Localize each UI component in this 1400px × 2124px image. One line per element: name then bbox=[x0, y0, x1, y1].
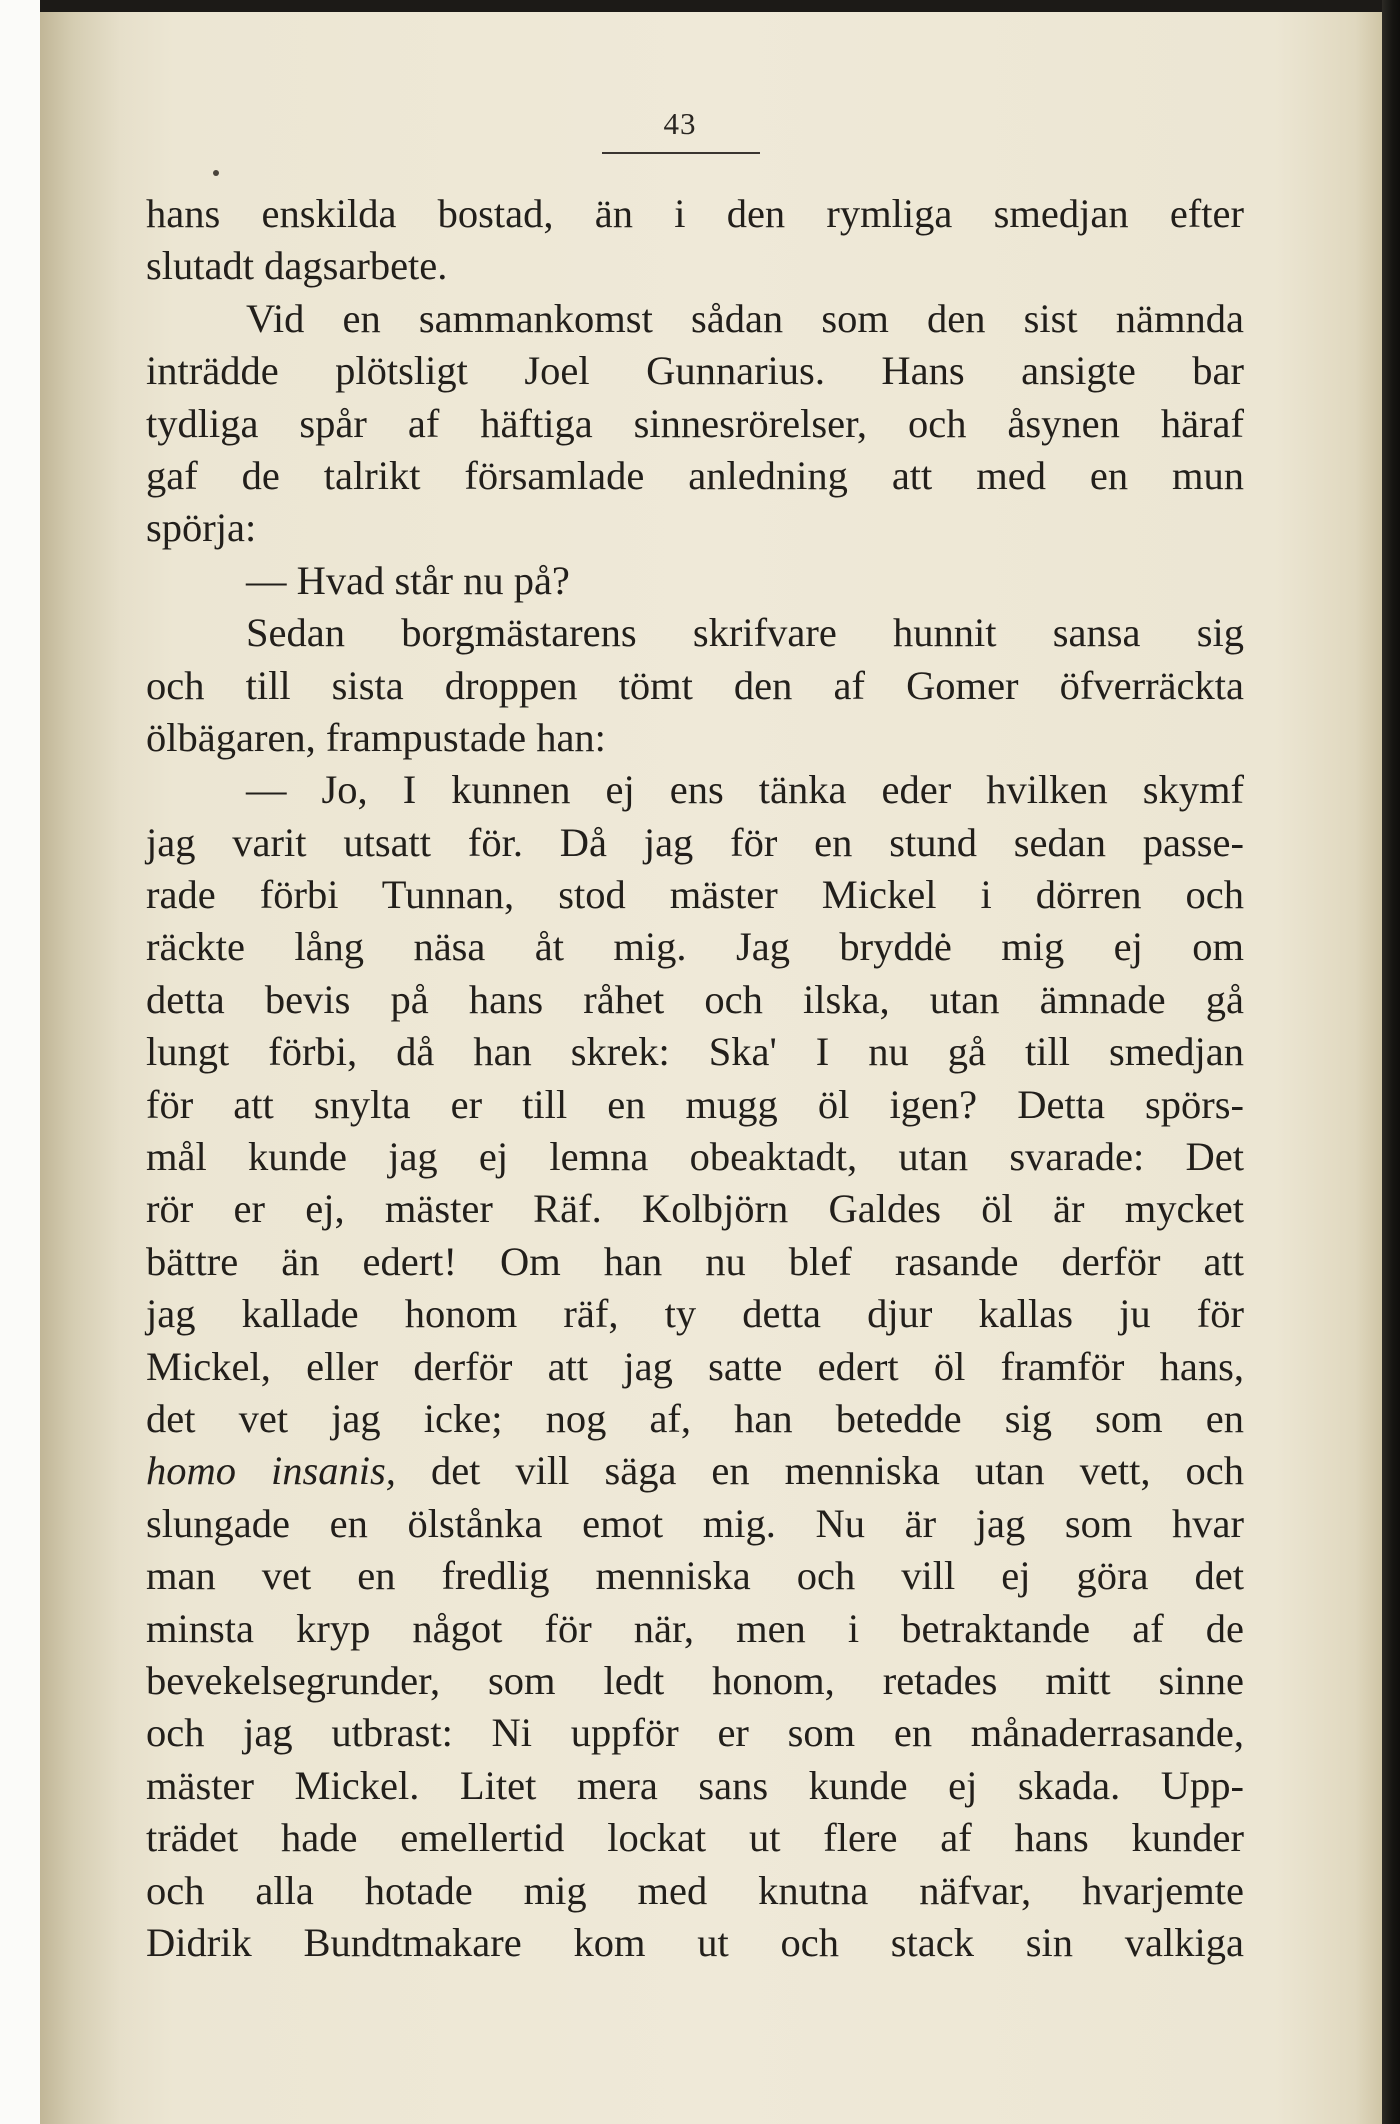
italic-phrase: homo insanis, bbox=[146, 1448, 396, 1494]
text-line bbox=[146, 1393, 1244, 1445]
line-text: rör er ej, mäster Räf. Kolbjörn Galdes öl är mycket bbox=[146, 1186, 1244, 1232]
line-text: slungade en ölstånka emot mig. Nu är jag som hvar bbox=[146, 1500, 1244, 1546]
text-line bbox=[146, 293, 1244, 345]
scan-top-edge bbox=[40, 0, 1400, 12]
text-line bbox=[146, 1498, 1244, 1550]
line-text: och jag utbrast: Ni uppför er som en månaderrasande, bbox=[146, 1710, 1244, 1756]
text-line bbox=[146, 660, 1244, 712]
line-text: och till sista droppen tömt den af Gomer öfverräckta bbox=[146, 662, 1244, 708]
text-line bbox=[146, 398, 1244, 450]
text-line bbox=[146, 607, 1244, 659]
text-line bbox=[146, 869, 1244, 921]
text-line bbox=[146, 1812, 1244, 1864]
line-text: det vet jag icke; nog af, han betedde sig som en bbox=[146, 1395, 1244, 1441]
text-line bbox=[146, 502, 1244, 554]
text-line bbox=[146, 1236, 1244, 1288]
line-text: trädet hade emellertid lockat ut flere af hans kunder bbox=[146, 1815, 1244, 1861]
ink-speck bbox=[213, 170, 219, 176]
text-line bbox=[146, 1865, 1244, 1917]
line-text: bättre än edert! Om han nu blef rasande derför att bbox=[146, 1238, 1244, 1284]
line-text: jag varit utsatt för. Då jag för en stund sedan passe- bbox=[146, 819, 1244, 865]
line-text: slutadt dagsarbete. bbox=[146, 243, 448, 289]
text-line bbox=[146, 1707, 1244, 1759]
text-line bbox=[146, 974, 1244, 1026]
line-text: — Jo, I kunnen ej ens tänka eder hvilken skymf bbox=[246, 767, 1244, 813]
text-line bbox=[146, 1183, 1244, 1235]
line-text: mäster Mickel. Litet mera sans kunde ej skada. Upp- bbox=[146, 1762, 1244, 1808]
text-line bbox=[146, 345, 1244, 397]
text-line bbox=[146, 1026, 1244, 1078]
text-line bbox=[146, 188, 1244, 240]
text-line bbox=[146, 817, 1244, 869]
line-text: jag kallade honom räf, ty detta djur kallas ju för bbox=[146, 1291, 1244, 1337]
text-line bbox=[146, 921, 1244, 973]
line-text: Sedan borgmästarens skrifvare hunnit sansa sig bbox=[246, 610, 1244, 656]
text-line bbox=[146, 1079, 1244, 1131]
text-line bbox=[146, 240, 1244, 292]
header-rule bbox=[602, 152, 760, 154]
line-text: rade förbi Tunnan, stod mäster Mickel i dörren och bbox=[146, 872, 1244, 918]
text-line bbox=[146, 1603, 1244, 1655]
text-line bbox=[146, 764, 1244, 816]
line-text: minsta kryp något för när, men i betraktande af de bbox=[146, 1605, 1244, 1651]
line-text: mål kunde jag ej lemna obeaktadt, utan svarade: Det bbox=[146, 1134, 1244, 1180]
line-text: Didrik Bundtmakare kom ut och stack sin valkiga bbox=[146, 1919, 1244, 1965]
line-text: hans enskilda bostad, än i den rymliga smedjan efter bbox=[146, 191, 1244, 236]
text-line bbox=[146, 1341, 1244, 1393]
line-text: Vid en sammankomst sådan som den sist nämnda bbox=[246, 295, 1244, 341]
line-text: och alla hotade mig med knutna näfvar, hvarjemte bbox=[146, 1867, 1244, 1913]
line-text: ölbägaren, frampustade han: bbox=[146, 714, 606, 760]
line-text: tydliga spår af häftiga sinnesrörelser, och åsynen häraf bbox=[146, 400, 1244, 446]
text-line bbox=[146, 450, 1244, 502]
line-text: räckte lång näsa åt mig. Jag bryddė mig ej om bbox=[146, 924, 1244, 970]
book-spine-edge bbox=[1382, 0, 1400, 2124]
line-text: Mickel, eller derför att jag satte edert öl framför hans, bbox=[146, 1343, 1244, 1389]
line-text: inträdde plötsligt Joel Gunnarius. Hans ansigte bar bbox=[146, 348, 1244, 394]
page-number: 43 bbox=[663, 106, 697, 141]
line-text: för att snylta er till en mugg öl igen? Detta spörs- bbox=[146, 1081, 1244, 1127]
line-text: det vill säga en menniska utan vett, och bbox=[395, 1448, 1244, 1494]
body-text bbox=[146, 188, 1244, 1969]
line-text: man vet en fredlig menniska och vill ej göra det bbox=[146, 1553, 1244, 1599]
text-line bbox=[146, 1445, 1244, 1497]
text-line bbox=[146, 1655, 1244, 1707]
line-text: gaf de talrikt församlade anledning att med en mun bbox=[146, 452, 1244, 498]
line-text: bevekelsegrunder, som ledt honom, retades mitt sinne bbox=[146, 1657, 1244, 1703]
text-line bbox=[146, 1288, 1244, 1340]
text-line bbox=[146, 712, 1244, 764]
text-line bbox=[146, 1760, 1244, 1812]
book-page bbox=[40, 12, 1382, 2124]
scan-left-margin bbox=[0, 0, 40, 2124]
line-text: detta bevis på hans råhet och ilska, utan ämnade gå bbox=[146, 976, 1244, 1022]
text-line bbox=[146, 555, 1244, 607]
line-text: — Hvad står nu på? bbox=[246, 557, 570, 603]
text-line bbox=[146, 1131, 1244, 1183]
text-line bbox=[146, 1917, 1244, 1969]
line-text: spörja: bbox=[146, 505, 257, 551]
text-line bbox=[146, 1550, 1244, 1602]
line-text: lungt förbi, då han skrek: Ska' I nu gå till smedjan bbox=[146, 1029, 1244, 1075]
